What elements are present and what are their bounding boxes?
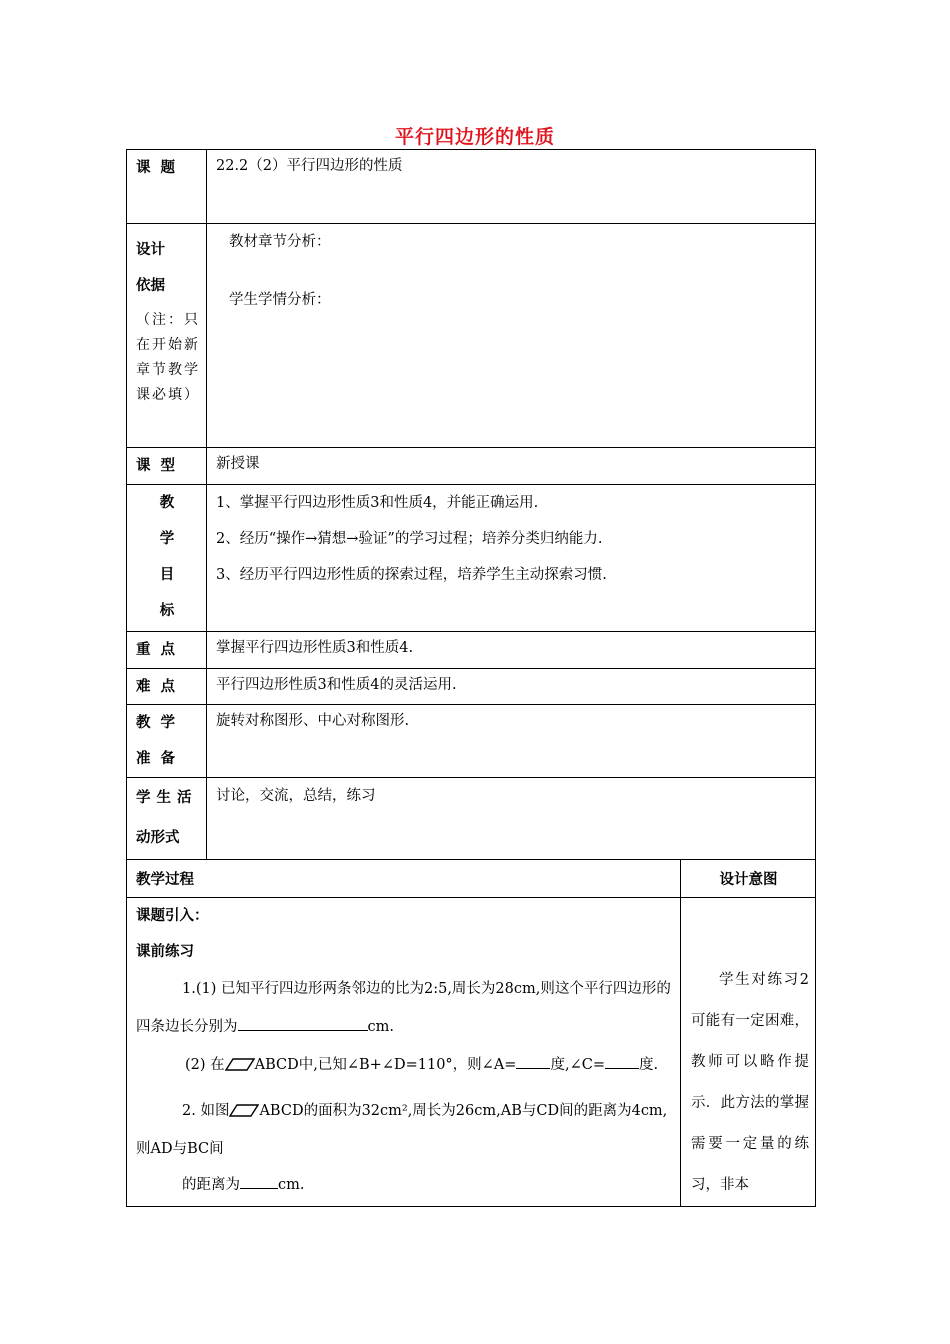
basis-note: （注：只在开始新章节教学课必填） — [136, 312, 198, 403]
q1-1-unit: cm. — [367, 1019, 394, 1035]
activity-row — [127, 778, 816, 860]
objective-item: 1、掌握平行四边形性质3和性质4，并能正确运用. — [216, 495, 539, 511]
answer-blank — [605, 1054, 639, 1069]
q1-2-prefix: (2) 在 — [185, 1057, 225, 1073]
objective-item: 3、经历平行四边形性质的探索过程，培养学生主动探索习惯. — [216, 567, 607, 583]
preparation-row — [127, 705, 816, 778]
key-point-label: 重点 — [136, 642, 185, 658]
preparation-value: 旋转对称图形、中心对称图形. — [216, 713, 410, 729]
key-point-value: 掌握平行四边形性质3和性质4. — [216, 640, 414, 656]
q2-text: ABCD的面积为32cm²,周长为26cm,AB与CD间的距离为4cm,则AD与BC间 — [136, 1103, 668, 1157]
q2-unit: cm. — [278, 1177, 305, 1193]
topic-value: 22.2（2）平行四边形的性质 — [216, 158, 403, 174]
q1-1-text: 1.(1) 已知平行四边形两条邻边的比为2:5,周长为28cm,则这个平行四边形的四条边长分别为 — [136, 981, 671, 1035]
intro-heading: 课题引入： — [136, 908, 209, 924]
objectives-label-char: 标 — [159, 603, 175, 619]
parallelogram-icon — [229, 1103, 259, 1117]
activity-value: 讨论，交流，总结，练习 — [216, 788, 376, 804]
answer-blank — [238, 1016, 368, 1031]
process-header-row — [127, 860, 816, 898]
basis-row — [127, 224, 816, 448]
topic-label: 课题 — [136, 160, 185, 176]
design-intent-text: 学生对练习2可能有一定困难，教师可以略作提示．此方法的掌握需要一定量的练习，非本 — [691, 972, 810, 1193]
intent-header: 设计意图 — [719, 872, 778, 888]
q2-line2-text: 的距离为 — [182, 1177, 240, 1193]
q2-prefix: 2. 如图 — [182, 1103, 230, 1119]
activity-label-line1: 学生活 — [136, 790, 198, 806]
answer-blank — [516, 1054, 550, 1069]
topic-row — [127, 150, 816, 224]
activity-label-line2: 动形式 — [136, 830, 180, 846]
lesson-type-label: 课型 — [136, 458, 185, 474]
q1-2-unit: 度. — [638, 1057, 659, 1073]
basis-label-line2: 依据 — [136, 278, 165, 294]
document-title: 平行四边形的性质 — [394, 126, 555, 148]
objectives-label-char: 学 — [159, 531, 175, 547]
difficulty-label: 难点 — [136, 679, 185, 695]
textbook-analysis-label: 教材章节分析： — [229, 234, 331, 250]
objective-item: 2、经历“操作→猜想→验证”的学习过程；培养分类归纳能力. — [216, 531, 603, 547]
preparation-label-line2: 准备 — [136, 751, 185, 767]
lesson-plan-table — [126, 149, 816, 1207]
parallelogram-icon — [225, 1057, 255, 1071]
lesson-type-row — [127, 448, 816, 485]
lesson-type-value: 新授课 — [216, 456, 260, 472]
question-2-line2 — [127, 1168, 680, 1202]
process-row — [127, 898, 816, 1207]
answer-blank — [240, 1174, 278, 1189]
question-2 — [127, 1084, 680, 1168]
objectives-row — [127, 485, 816, 632]
q1-2-text: ABCD中,已知∠B+∠D=110°，则∠A= — [254, 1057, 517, 1073]
question-1-1 — [127, 970, 680, 1046]
difficulty-value: 平行四边形性质3和性质4的灵活运用. — [216, 677, 457, 693]
basis-label-line1: 设计 — [136, 242, 165, 258]
objectives-label-char: 目 — [159, 567, 175, 583]
preparation-label-line1: 教学 — [136, 715, 185, 731]
process-header: 教学过程 — [136, 872, 194, 888]
question-1-2 — [127, 1046, 680, 1084]
difficulty-row — [127, 669, 816, 705]
objectives-label-char: 教 — [159, 495, 175, 511]
student-analysis-label: 学生学情分析： — [229, 292, 331, 308]
key-point-row — [127, 632, 816, 669]
practice-heading: 课前练习 — [136, 944, 194, 960]
q1-2-mid: 度,∠C= — [550, 1057, 605, 1073]
